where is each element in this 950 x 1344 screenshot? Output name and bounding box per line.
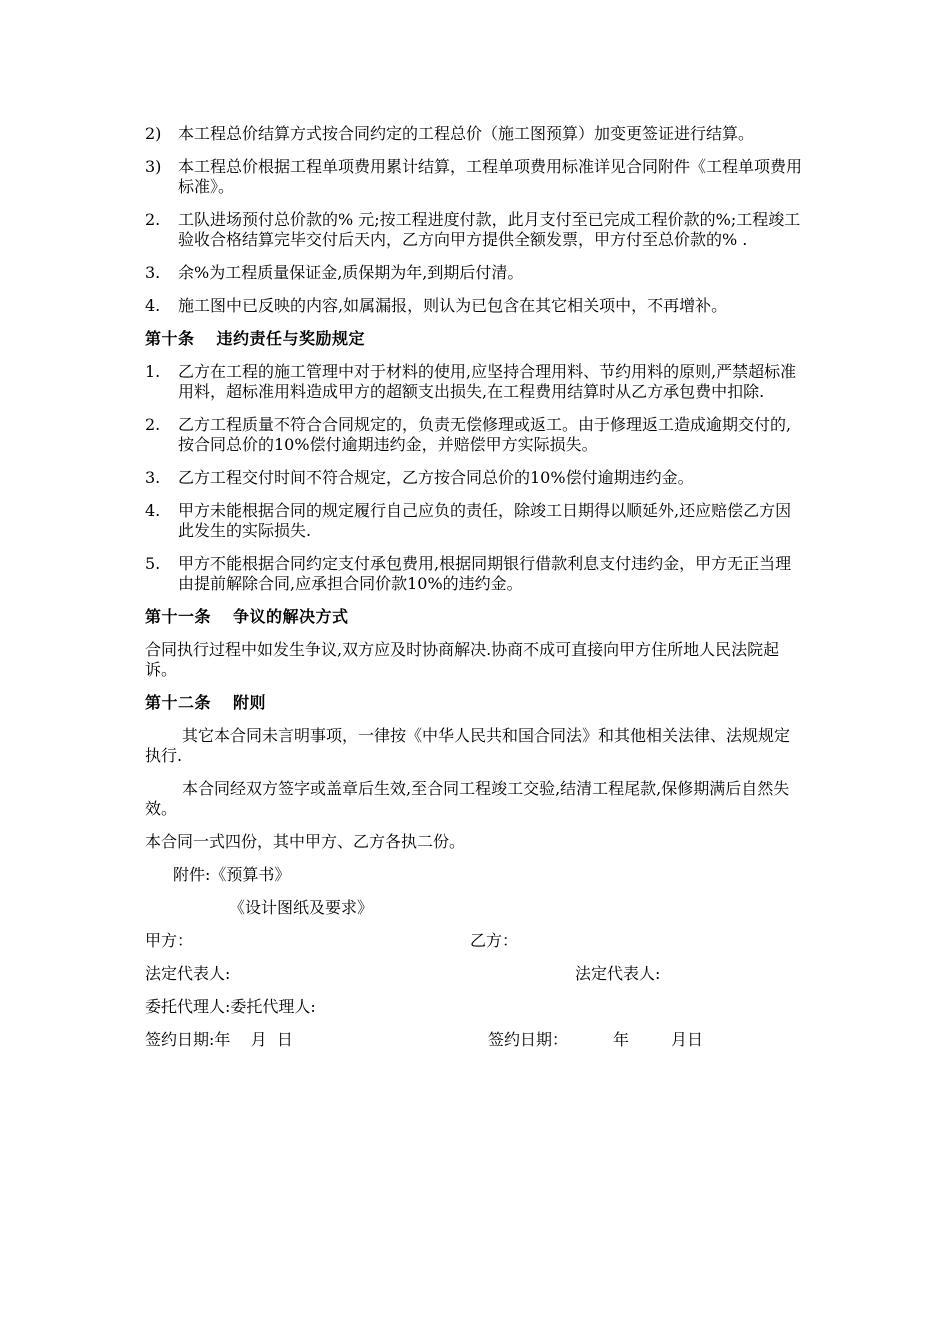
paragraph: 本合同一式四份，其中甲方、乙方各执二份。 — [145, 832, 466, 851]
contract-page — [145, 124, 805, 1063]
date-b-month-day: 月日 — [671, 1030, 704, 1049]
party-a-label: 甲方： — [145, 931, 194, 950]
list-item — [145, 296, 805, 316]
agent-label: 委托代理人:委托代理人: — [145, 997, 316, 1016]
paragraph: 本合同经双方签字或盖章后生效,至合同工程竣工交验,结清工程尾款,保修期满后自然失效。 — [145, 779, 790, 818]
attachment-line: 附件:《预算书》 — [173, 865, 291, 884]
section-title: 附则 — [233, 693, 267, 712]
section-number: 第十一条 — [145, 607, 212, 626]
section-title: 违约责任与奖励规定 — [216, 329, 366, 348]
list-item — [145, 415, 805, 455]
item-number: 2) — [145, 124, 162, 143]
item-number: 3) — [145, 157, 162, 176]
list-item — [145, 468, 805, 488]
item-text: 乙方工程质量不符合合同规定的，负责无偿修理或返工。由于修理返工造成逾期交付的,按合同总价的10%偿付逾期违约金，并赔偿甲方实际损失。 — [178, 415, 792, 454]
item-number: 4. — [145, 296, 161, 315]
paragraph: 其它本合同未言明事项，一律按《中华人民共和国合同法》和其他相关法律、法规规定执行. — [145, 726, 791, 765]
item-text: 甲方不能根据合同约定支付承包费用,根据同期银行借款利息支付违约金，甲方无正当理由提前解除合同,应承担合同价款10%的违约金。 — [178, 554, 792, 593]
paragraph: 合同执行过程中如发生争议,双方应及时协商解决.协商不成可直接向甲方住所地人民法院起诉。 — [145, 640, 780, 679]
attachment-line: 《设计图纸及要求》 — [229, 898, 374, 917]
signature-line-agent — [145, 997, 805, 1017]
list-item — [145, 501, 805, 541]
date-b-year: 年 — [613, 1030, 630, 1049]
party-b-label: 乙方： — [470, 931, 519, 950]
item-number: 1. — [145, 362, 161, 381]
item-text: 乙方工程交付时间不符合规定，乙方按合同总价的10%偿付逾期违约金。 — [178, 468, 694, 487]
item-text: 施工图中已反映的内容,如属漏报，则认为已包含在其它相关项中，不再增补。 — [178, 296, 728, 315]
list-item — [145, 554, 805, 594]
item-text: 余%为工程质量保证金,质保期为年,到期后付清。 — [178, 263, 524, 282]
signature-line-date — [145, 1030, 805, 1050]
section-number: 第十二条 — [145, 693, 212, 712]
rep-b-label: 法定代表人: — [575, 964, 661, 983]
list-item — [145, 210, 805, 250]
item-text: 本工程总价根据工程单项费用累计结算，工程单项费用标准详见合同附件《工程单项费用标准》。 — [178, 157, 803, 196]
signature-line-party — [145, 931, 805, 951]
list-item — [145, 263, 805, 283]
section-heading — [145, 693, 805, 713]
item-number: 2. — [145, 210, 161, 229]
signature-line-rep — [145, 964, 805, 984]
item-number: 3. — [145, 468, 161, 487]
section-number: 第十条 — [145, 329, 195, 348]
item-text: 本工程总价结算方式按合同约定的工程总价（施工图预算）加变更签证进行结算。 — [178, 124, 755, 143]
item-number: 5. — [145, 554, 161, 573]
date-b-label: 签约日期： — [488, 1030, 569, 1049]
item-number: 3. — [145, 263, 161, 282]
date-a-label: 签约日期:年 月 日 — [145, 1030, 293, 1049]
section-heading — [145, 607, 805, 627]
item-number: 4. — [145, 501, 161, 520]
section-title: 争议的解决方式 — [233, 607, 349, 626]
list-item — [145, 157, 805, 197]
list-item — [145, 124, 805, 144]
section-heading — [145, 329, 805, 349]
list-item — [145, 362, 805, 402]
item-text: 工队进场预付总价款的% 元;按工程进度付款，此月支付至已完成工程价款的%;工程竣工验收合格结算完毕交付后天内，乙方向甲方提供全额发票，甲方付至总价款的% . — [178, 210, 801, 249]
item-text: 甲方未能根据合同的规定履行自己应负的责任，除竣工日期得以顺延外,还应赔偿乙方因此发生的实际损失. — [178, 501, 792, 540]
rep-a-label: 法定代表人: — [145, 964, 231, 983]
item-number: 2. — [145, 415, 161, 434]
item-text: 乙方在工程的施工管理中对于材料的使用,应坚持合理用料、节约用料的原则,严禁超标准用料，超标准用料造成甲方的超额支出损失,在工程费用结算时从乙方承包费中扣除. — [178, 362, 797, 401]
